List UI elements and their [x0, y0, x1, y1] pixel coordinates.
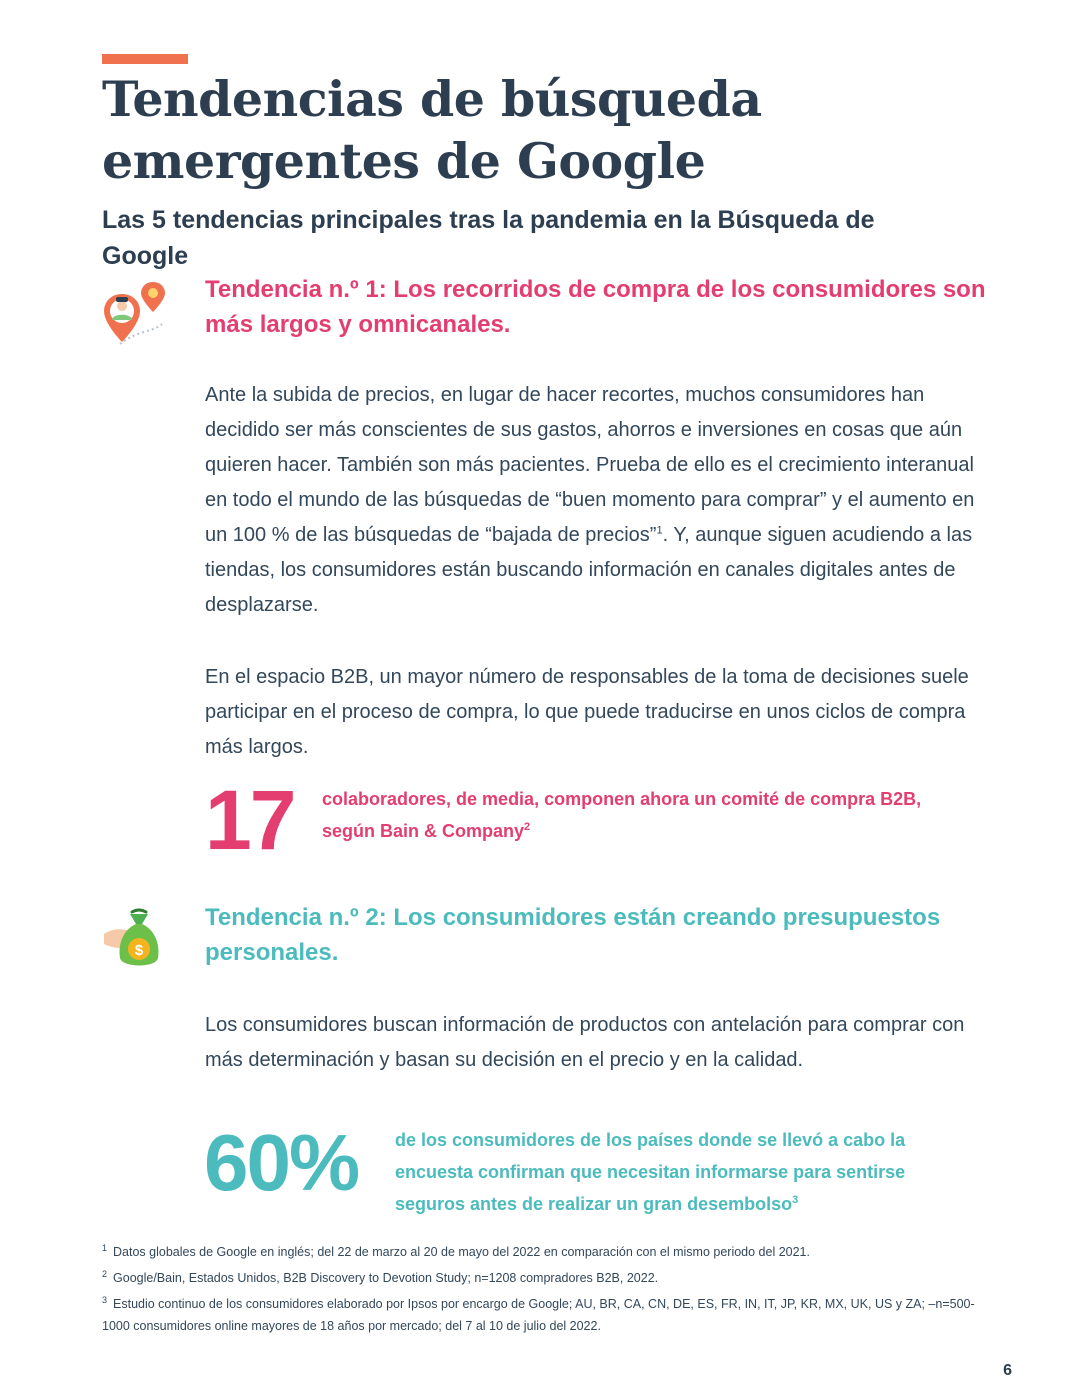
location-journey-icon: [100, 280, 170, 348]
page-subtitle: Las 5 tendencias principales tras la pandemia en la Búsqueda de Google: [102, 206, 875, 270]
svg-text:$: $: [134, 942, 144, 959]
page-number: 6: [1003, 1362, 1012, 1379]
accent-bar: [102, 54, 188, 64]
trend-1-paragraph-1: Ante la subida de precios, en lugar de hacer recortes, muchos consumidores han decidido ser más conscientes de sus gastos, ahorros e inversiones en cosas que aún quieren hacer. También son más pacientes. Prueba de ello es el crecimiento interanual en todo el mundo de las búsquedas de “buen momento para comprar” y el aumento en un 100 % de las búsquedas de “bajada de precios”$^1$. Y, aunque siguen acudiendo a las tiendas, los consumidores están buscando información en canales digitales antes de desplazarse.: [205, 384, 975, 616]
trend-1-heading: Tendencia n.º 1: Los recorridos de compra de los consumidores son más largos y omnicanales.: [205, 276, 986, 338]
trend-1-stat-number: 17: [205, 773, 295, 867]
trend-2-paragraph-1: Los consumidores buscan información de productos con antelación para comprar con más determinación y basan su decisión en el precio y en la calidad.: [205, 1014, 965, 1071]
footnotes: [102, 1237, 982, 1337]
trend-2-stat-text: de los consumidores de los países donde se llevó a cabo la encuesta confirman que necesitan informarse para sentirse seguros antes de realizar un gran desembolso$^3$: [395, 1130, 906, 1214]
footnote-2: $^2$ Google/Bain, Estados Unidos, B2B Discovery to Devotion Study; n=1208 compradores B2B, 2022.: [102, 1269, 659, 1286]
footnote-1: $^1$ Datos globales de Google en inglés; del 22 de marzo al 20 de mayo del 2022 en comparación con el mismo periodo del 2021.: [102, 1243, 810, 1260]
page-title: Tendencias de búsqueda emergentes de Google: [102, 70, 762, 190]
trend-1-paragraph-2: En el espacio B2B, un mayor número de responsables de la toma de decisiones suele participar en el proceso de compra, lo que puede traducirse en unos ciclos de compra más largos.: [205, 666, 969, 758]
trend-2-stat-number: 60%: [204, 1118, 359, 1207]
trend-1-stat-text: colaboradores, de media, componen ahora un comité de compra B2B, según Bain & Company$^2$: [322, 789, 922, 841]
footnote-3: $^3$ Estudio continuo de los consumidores elaborado por Ipsos por encargo de Google; AU, BR, CA, CN, DE, ES, FR, IN, IT, JP, KR, MX, UK, US y ZA; –n=500-1000 consumidores online mayores de 18 años por mercado; del 7 al 10 de julio del 2022.: [102, 1295, 975, 1334]
trend-2-heading: Tendencia n.º 2: Los consumidores están creando presupuestos personales.: [205, 904, 941, 966]
money-bag-hand-icon: [102, 906, 168, 972]
